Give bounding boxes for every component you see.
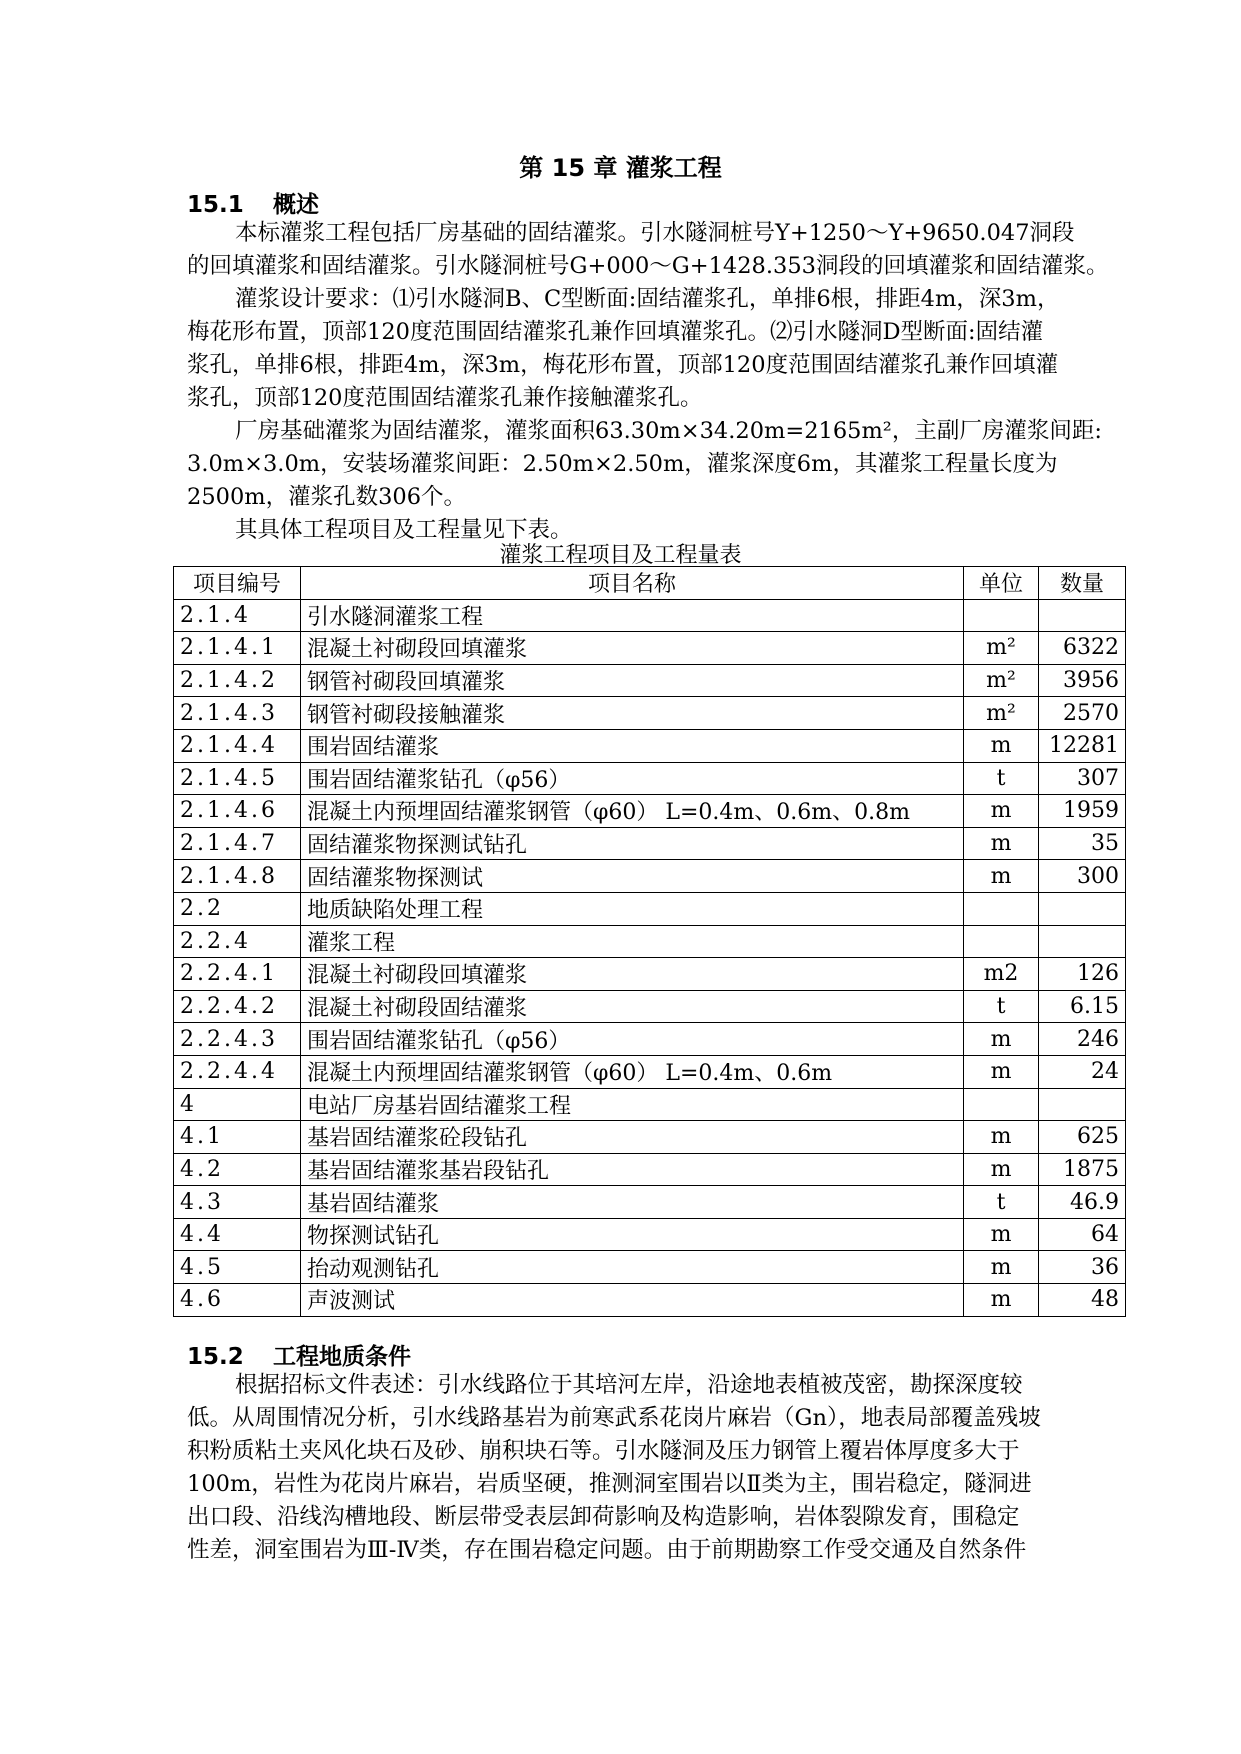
cell-item-code: 2.2.4.1	[174, 958, 301, 991]
table-row	[174, 958, 1126, 991]
text-line: 的回填灌浆和固结灌浆。引水隧洞桩号G+000～G+1428.353洞段的回填灌浆和固结灌浆。	[187, 253, 1109, 279]
cell-unit	[964, 1088, 1039, 1121]
cell-unit: m	[964, 860, 1039, 893]
cell-unit: m2	[964, 958, 1039, 991]
cell-item-code: 2.2.4.3	[174, 1023, 301, 1056]
cell-quantity: 12281	[1039, 729, 1126, 762]
header-unit: 单位	[964, 567, 1039, 600]
section-number: 15.1	[187, 192, 244, 218]
section-heading-15-1	[187, 186, 319, 219]
table-row	[174, 1023, 1126, 1056]
cell-unit: t	[964, 1186, 1039, 1219]
cell-unit: m	[964, 1218, 1039, 1251]
cell-quantity	[1039, 925, 1126, 958]
text-line: 浆孔，顶部120度范围固结灌浆孔兼作接触灌浆孔。	[187, 385, 703, 411]
text-line: 其具体工程项目及工程量见下表。	[235, 517, 573, 543]
cell-unit: t	[964, 762, 1039, 795]
cell-quantity: 36	[1039, 1251, 1126, 1284]
cell-item-code: 4	[174, 1088, 301, 1121]
table-row	[174, 1251, 1126, 1284]
table-row	[174, 632, 1126, 665]
cell-item-code: 2.1.4.2	[174, 664, 301, 697]
cell-item-name: 混凝土衬砌段回填灌浆	[301, 958, 964, 991]
cell-quantity: 625	[1039, 1121, 1126, 1154]
cell-quantity: 35	[1039, 827, 1126, 860]
cell-item-code: 4.5	[174, 1251, 301, 1284]
header-name: 项目名称	[301, 567, 964, 600]
cell-unit: m	[964, 729, 1039, 762]
cell-quantity: 126	[1039, 958, 1126, 991]
cell-item-code: 2.2.4.2	[174, 990, 301, 1023]
table-row	[174, 1186, 1126, 1219]
text-line: 积粉质粘土夹风化块石及砂、崩积块石等。引水隧洞及压力钢管上覆岩体厚度多大于	[187, 1438, 1020, 1464]
cell-unit: t	[964, 990, 1039, 1023]
cell-quantity: 6322	[1039, 632, 1126, 665]
text-line: 根据招标文件表述：引水线路位于其培河左岸，沿途地表植被茂密，勘探深度较	[235, 1372, 1023, 1398]
cell-quantity: 1875	[1039, 1153, 1126, 1186]
cell-item-code: 4.4	[174, 1218, 301, 1251]
table-row	[174, 795, 1126, 828]
cell-item-code: 4.2	[174, 1153, 301, 1186]
text-line: 本标灌浆工程包括厂房基础的固结灌浆。引水隧洞桩号Y+1250～Y+9650.047洞段	[235, 220, 1075, 246]
text-line: 100m，岩性为花岗片麻岩，岩质坚硬，推测洞室围岩以Ⅱ类为主，围岩稳定，隧洞进	[187, 1471, 1032, 1497]
cell-unit: m	[964, 1153, 1039, 1186]
cell-item-name: 电站厂房基岩固结灌浆工程	[301, 1088, 964, 1121]
paragraph-design-requirements	[187, 283, 1123, 415]
cell-unit	[964, 892, 1039, 925]
cell-item-name: 地质缺陷处理工程	[301, 892, 964, 925]
cell-item-name: 钢管衬砌段接触灌浆	[301, 697, 964, 730]
table-row	[174, 762, 1126, 795]
cell-item-name: 声波测试	[301, 1284, 964, 1317]
cell-unit	[964, 925, 1039, 958]
table-row	[174, 599, 1126, 632]
text-line: 浆孔，单排6根，排距4m，深3m，梅花形布置，顶部120度范围固结灌浆孔兼作回填灌	[187, 352, 1059, 378]
table-row	[174, 1121, 1126, 1154]
table-caption: 灌浆工程项目及工程量表	[499, 543, 742, 568]
table-body	[174, 599, 1126, 1316]
cell-item-code: 2.1.4.8	[174, 860, 301, 893]
cell-unit: m	[964, 1055, 1039, 1088]
cell-item-name: 围岩固结灌浆	[301, 729, 964, 762]
cell-item-code: 2.2	[174, 892, 301, 925]
cell-item-code: 4.6	[174, 1284, 301, 1317]
cell-unit: m	[964, 1251, 1039, 1284]
cell-item-name: 基岩固结灌浆砼段钻孔	[301, 1121, 964, 1154]
cell-unit: m	[964, 827, 1039, 860]
cell-item-name: 混凝土内预埋固结灌浆钢管（φ60） L=0.4m、0.6m	[301, 1055, 964, 1088]
cell-quantity: 48	[1039, 1284, 1126, 1317]
cell-item-name: 围岩固结灌浆钻孔（φ56）	[301, 762, 964, 795]
cell-quantity: 307	[1039, 762, 1126, 795]
cell-unit: m²	[964, 664, 1039, 697]
cell-item-name: 物探测试钻孔	[301, 1218, 964, 1251]
cell-item-code: 4.1	[174, 1121, 301, 1154]
cell-item-code: 2.1.4.5	[174, 762, 301, 795]
cell-item-name: 混凝土衬砌段固结灌浆	[301, 990, 964, 1023]
cell-item-code: 2.1.4.6	[174, 795, 301, 828]
cell-item-name: 固结灌浆物探测试钻孔	[301, 827, 964, 860]
text-line: 灌浆设计要求：⑴引水隧洞B、C型断面:固结灌浆孔，单排6根，排距4m，深3m，	[235, 286, 1060, 312]
cell-item-code: 2.1.4.7	[174, 827, 301, 860]
cell-quantity: 1959	[1039, 795, 1126, 828]
text-line: 性差，洞室围岩为Ⅲ-Ⅳ类，存在围岩稳定问题。由于前期勘察工作受交通及自然条件	[187, 1537, 1027, 1563]
cell-unit	[964, 599, 1039, 632]
cell-item-name: 基岩固结灌浆	[301, 1186, 964, 1219]
text-line: 厂房基础灌浆为固结灌浆，灌浆面积63.30m×34.20m=2165m²，主副厂房灌浆间距:	[235, 418, 1102, 444]
text-line: 出口段、沿线沟槽地段、断层带受表层卸荷影响及构造影响，岩体裂隙发育，围稳定	[187, 1504, 1020, 1530]
cell-unit: m	[964, 1284, 1039, 1317]
cell-quantity	[1039, 1088, 1126, 1121]
cell-quantity: 64	[1039, 1218, 1126, 1251]
cell-item-name: 灌浆工程	[301, 925, 964, 958]
cell-unit: m	[964, 1023, 1039, 1056]
cell-item-code: 2.2.4	[174, 925, 301, 958]
cell-item-code: 2.2.4.4	[174, 1055, 301, 1088]
table-row	[174, 1218, 1126, 1251]
cell-unit: m	[964, 795, 1039, 828]
cell-item-name: 围岩固结灌浆钻孔（φ56）	[301, 1023, 964, 1056]
quantities-table	[173, 566, 1126, 1317]
cell-item-code: 2.1.4.3	[174, 697, 301, 730]
cell-quantity: 246	[1039, 1023, 1126, 1056]
cell-item-name: 混凝土内预埋固结灌浆钢管（φ60） L=0.4m、0.6m、0.8m	[301, 795, 964, 828]
cell-quantity	[1039, 599, 1126, 632]
table-row	[174, 697, 1126, 730]
section-heading-15-2	[187, 1338, 411, 1371]
cell-quantity	[1039, 892, 1126, 925]
table-row	[174, 1055, 1126, 1088]
cell-unit: m	[964, 1121, 1039, 1154]
table-row	[174, 664, 1126, 697]
cell-quantity: 2570	[1039, 697, 1126, 730]
cell-item-name: 钢管衬砌段回填灌浆	[301, 664, 964, 697]
cell-item-code: 2.1.4	[174, 599, 301, 632]
text-line: 2500m，灌浆孔数306个。	[187, 484, 467, 510]
cell-quantity: 46.9	[1039, 1186, 1126, 1219]
cell-quantity: 3956	[1039, 664, 1126, 697]
text-line: 3.0m×3.0m，安装场灌浆间距：2.50m×2.50m，灌浆深度6m，其灌浆工程量长度为	[187, 451, 1058, 477]
table-header-row	[174, 567, 1126, 600]
cell-unit: m²	[964, 632, 1039, 665]
cell-item-name: 混凝土衬砌段回填灌浆	[301, 632, 964, 665]
cell-item-code: 2.1.4.4	[174, 729, 301, 762]
cell-unit: m²	[964, 697, 1039, 730]
cell-item-name: 抬动观测钻孔	[301, 1251, 964, 1284]
table-row	[174, 1153, 1126, 1186]
cell-item-name: 固结灌浆物探测试	[301, 860, 964, 893]
table-row	[174, 1284, 1126, 1317]
paragraph-scope	[187, 217, 1123, 283]
header-quantity: 数量	[1039, 567, 1126, 600]
table-row	[174, 729, 1126, 762]
paragraph-powerhouse-grouting	[187, 415, 1123, 514]
table-row	[174, 925, 1126, 958]
cell-item-code: 4.3	[174, 1186, 301, 1219]
table-row	[174, 1088, 1126, 1121]
cell-quantity: 6.15	[1039, 990, 1126, 1023]
text-line: 低。从周围情况分析，引水线路基岩为前寒武系花岗片麻岩（Gn），地表局部覆盖残坡	[187, 1405, 1041, 1431]
paragraph-geology	[187, 1369, 1123, 1567]
text-line: 梅花形布置，顶部120度范围固结灌浆孔兼作回填灌浆孔。⑵引水隧洞D型断面:固结灌	[187, 319, 1044, 345]
section-title: 概述	[273, 192, 319, 218]
table-row	[174, 860, 1126, 893]
header-code: 项目编号	[174, 567, 301, 600]
cell-item-name: 基岩固结灌浆基岩段钻孔	[301, 1153, 964, 1186]
section-number: 15.2	[187, 1344, 244, 1370]
cell-item-code: 2.1.4.1	[174, 632, 301, 665]
cell-quantity: 24	[1039, 1055, 1126, 1088]
cell-quantity: 300	[1039, 860, 1126, 893]
section-title: 工程地质条件	[273, 1344, 411, 1370]
table-row	[174, 990, 1126, 1023]
chapter-title: 第 15 章 灌浆工程	[519, 154, 722, 182]
table-row	[174, 827, 1126, 860]
table-row	[174, 892, 1126, 925]
cell-item-name: 引水隧洞灌浆工程	[301, 599, 964, 632]
